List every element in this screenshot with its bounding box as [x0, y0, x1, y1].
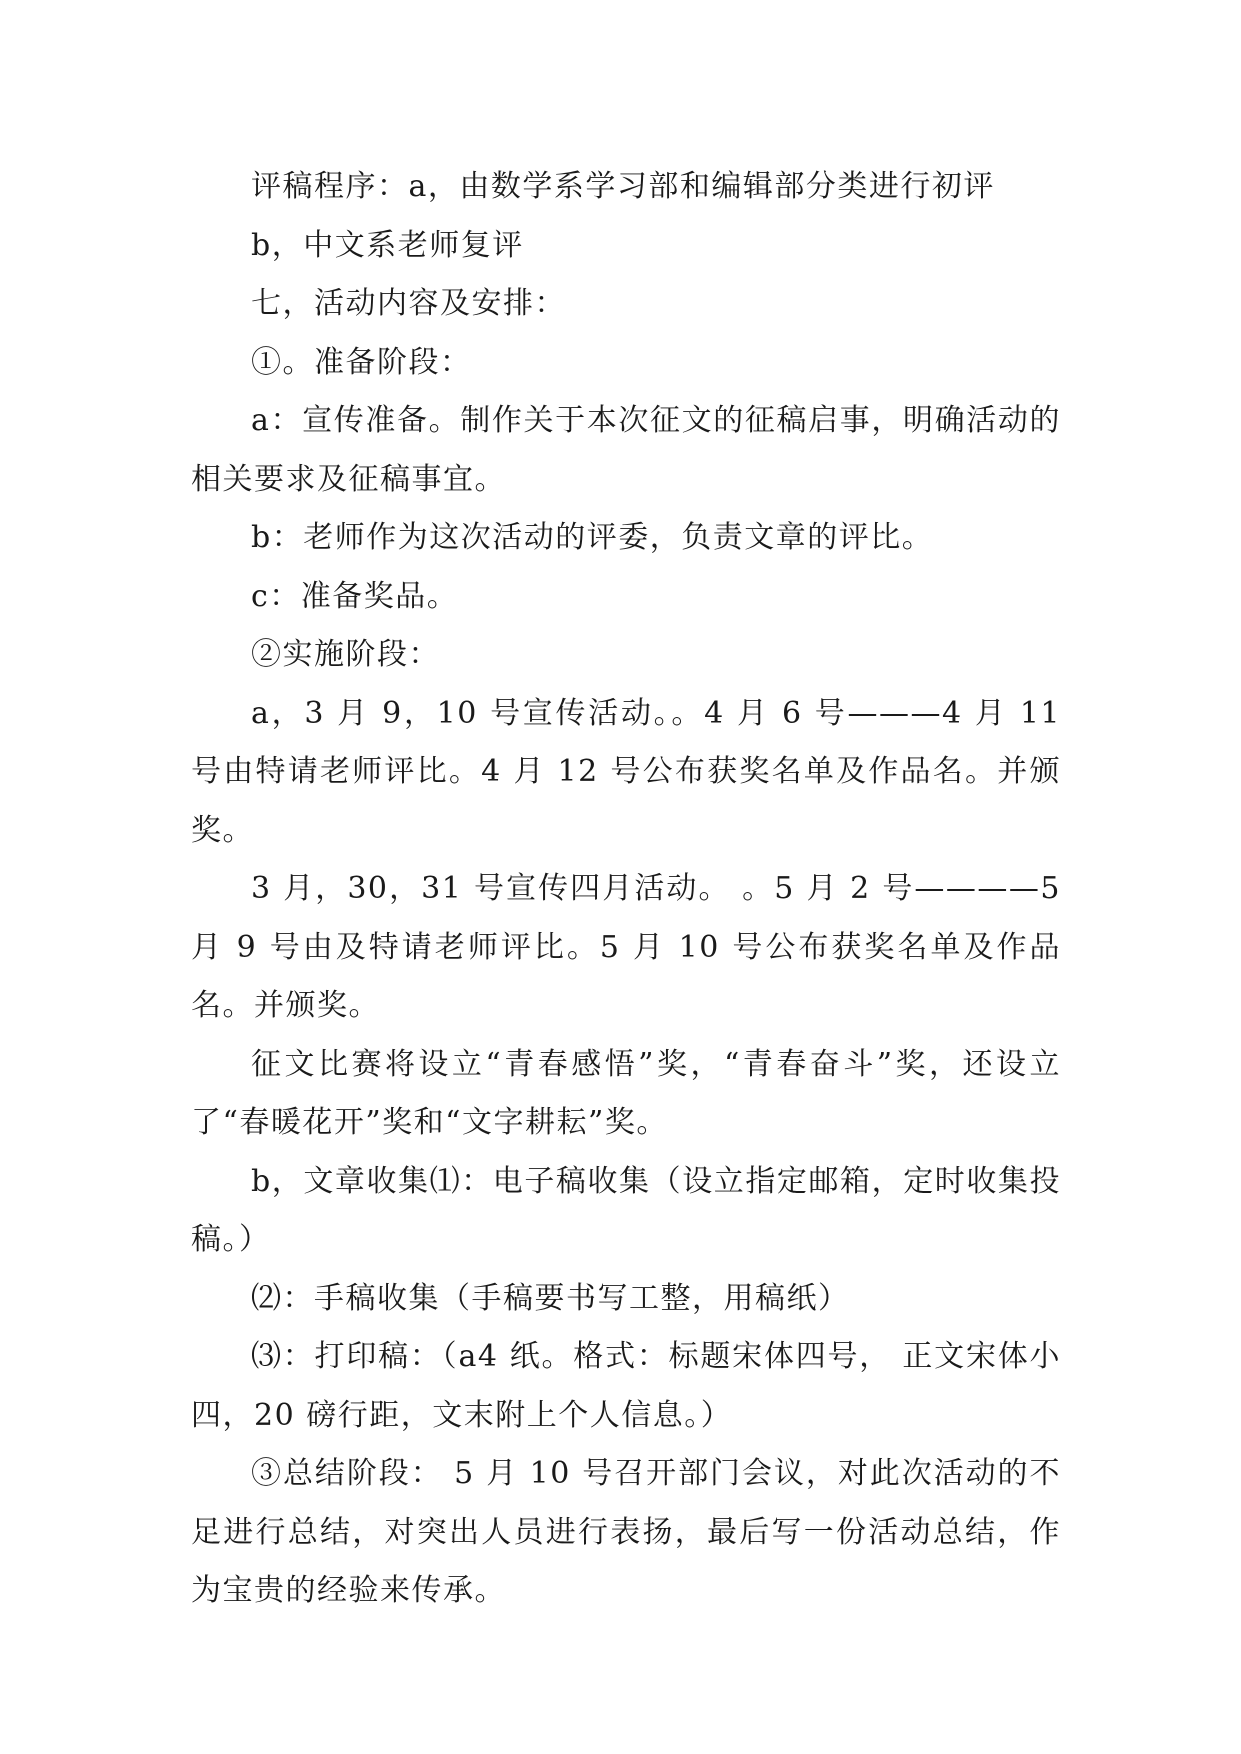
paragraph-awards: 征文比赛将设立“青春感悟”奖，“青春奋斗”奖，还设立了“春暖花开”奖和“文字耕耘”奖。 [191, 1046, 1061, 1140]
paragraph-summary-stage: ③总结阶段： 5 月 10 号召开部门会议，对此次活动的不足进行总结，对突出人员进行表扬，最后写一份活动总结，作为宝贵的经验来传承。 [191, 1456, 1061, 1608]
paragraph-preparation-heading: ①。准备阶段： [251, 344, 472, 380]
paragraph-collection-electronic: b，文章收集⑴：电子稿收集（设立指定邮箱，定时收集投稿。） [191, 1163, 1061, 1257]
paragraph-section-seven-heading: 七，活动内容及安排： [251, 286, 566, 321]
paragraph-implementation-a: a，3 月 9，10 号宣传活动。。4 月 6 号———4 月 11 号由特请老师评比。4 月 12 号公布获奖名单及作品名。并颁奖。 [191, 695, 1061, 848]
paragraph-implementation-heading: ②实施阶段： [251, 637, 440, 672]
paragraph-preparation-b: b：老师作为这次活动的评委，负责文章的评比。 [251, 520, 934, 555]
document-body [191, 158, 1061, 1621]
paragraph-preparation-a: a：宣传准备。制作关于本次征文的征稿启事，明确活动的相关要求及征稿事宜。 [191, 403, 1061, 497]
paragraph-review-procedure: 评稿程序：a，由数学系学习部和编辑部分类进行初评 [251, 169, 995, 204]
paragraph-review-second: b，中文系老师复评 [251, 227, 524, 263]
paragraph-collection-printed: ⑶：打印稿：（a4 纸。格式：标题宋体四号， 正文宋体小四，20 磅行距，文末附上个人信息。） [191, 1339, 1061, 1433]
paragraph-collection-manuscript: ⑵：手稿收集（手稿要书写工整，用稿纸） [251, 1280, 850, 1316]
paragraph-preparation-c: c：准备奖品。 [251, 578, 459, 614]
paragraph-implementation-april: 3 月，30，31 号宣传四月活动。 。5 月 2 号————5 月 9 号由及特请老师评比。5 月 10 号公布获奖名单及作品名。并颁奖。 [191, 871, 1061, 1023]
